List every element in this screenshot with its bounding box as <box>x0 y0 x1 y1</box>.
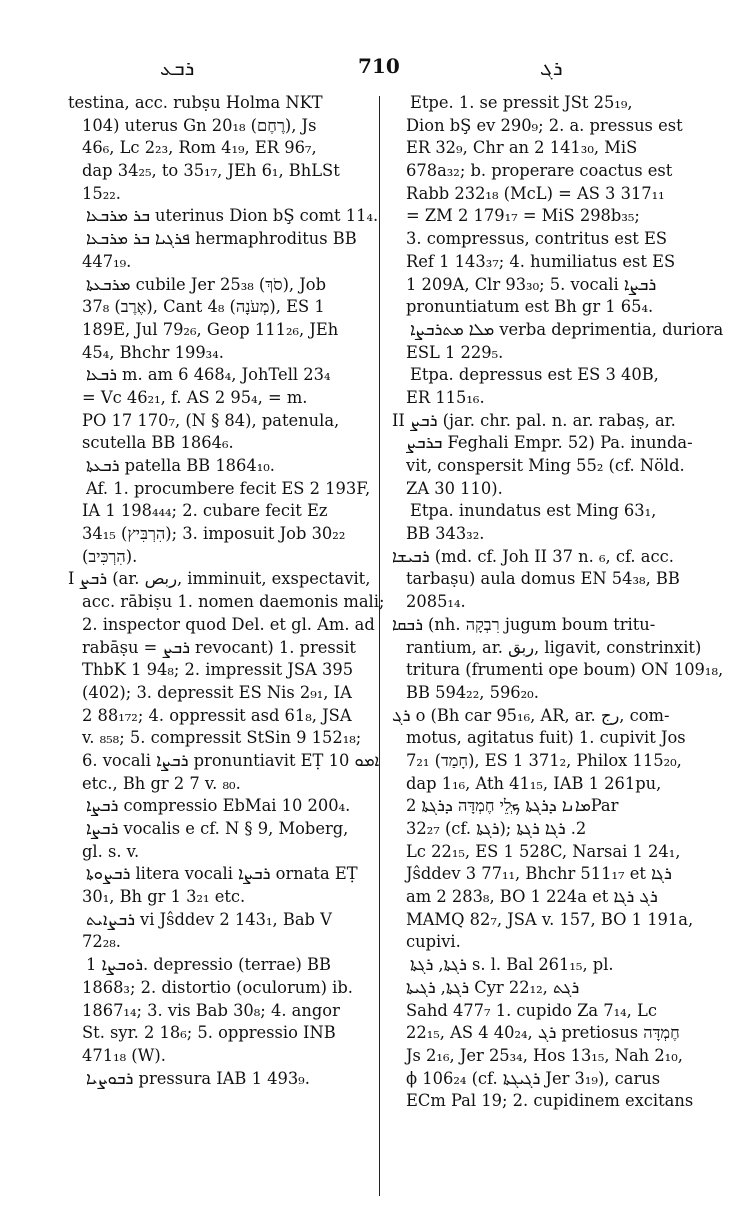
entry-line: = ZM 2 179₁₇ = MiS 298b₃₅; <box>406 206 640 226</box>
entry-line: testina, acc. rubṣu Holma NKT <box>68 93 323 112</box>
page-number: 710 <box>358 54 400 78</box>
page-header <box>70 54 710 84</box>
entry-line: ܪܒܩܐ (nh. רִבְקָה jugum boum tritu- <box>392 614 656 634</box>
entry-line: ϕ 106₂₄ (cf. ܪܓܝܓܬܐ Jer 3₁₉), carus <box>406 1068 661 1088</box>
entry-line: ܦܪܓܝܐ ܒܪ ܡܪܒܥܐ hermaphroditus BB <box>86 229 357 249</box>
entry-line: ܡܪܒܥܬܐ cubile Jer 25₃₈ (סֹךְ), Job <box>86 274 327 294</box>
entry-line: 72₂₈. <box>82 932 121 952</box>
entry-line: ܪܒܥܬܐ patella BB 1864₁₀. <box>86 456 275 475</box>
entry-line: motus, agitatus fuit) 1. cupivit Jos <box>406 728 686 748</box>
entry-line: Etpa. depressus est ES 3 40B, <box>410 365 659 385</box>
entry-line: Lc 22₁₅, ES 1 528C, Narsai 1 24₁, <box>406 841 681 861</box>
entry-line: vit, conspersit Ming 55₂ (cf. Nöld. <box>406 456 685 475</box>
entry-line: ECm Pal 19; 2. cupidinem excitans <box>406 1091 694 1111</box>
entry-line: cupivi. <box>406 932 461 952</box>
entry-line: St. syr. 2 18₆; 5. oppressio INB <box>82 1023 336 1043</box>
entry-line: Js 2₁₆, Jer 25₃₄, Hos 13₁₅, Nah 2₁₀, <box>406 1045 683 1065</box>
entry-line: 7₂₁ (חָמַד), ES 1 371₂, Philox 115₂₀, <box>406 750 682 770</box>
entry-line: 2. inspector quod Del. et gl. Am. ad <box>82 614 375 634</box>
entry-line: ܪܒܘܨܝܐ pressura IAB 1 493₉. <box>86 1068 310 1088</box>
entry-line: 1868₃; 2. distortio (oculorum) ib. <box>82 977 353 997</box>
left-running-headword: ܪܒܥ <box>160 56 195 80</box>
entry-line: ESL 1 229₅. <box>406 342 504 362</box>
entry-line: II ܪܒܨ (jar. chr. pal. n. ar. rabaṣ, ar. <box>392 410 676 430</box>
entry-line: 45₄, Bhchr 199₃₄. <box>82 342 224 362</box>
entry-line: ܒܪܒܨ Feghali Empr. 52) Pa. inunda- <box>406 433 693 453</box>
entry-line: pronuntiatum est Bh gr 1 65₄. <box>406 297 654 317</box>
entry-line: PO 17 170₇, (N § 84), patenula, <box>82 410 340 430</box>
entry-line: gl. s. v. <box>82 841 140 861</box>
entry-line: Sahd 477₇ 1. cupido Za 7₁₄, Lc <box>406 1000 657 1020</box>
entry-line: Dion bŞ ev 290₉; 2. a. pressus est <box>406 115 683 135</box>
entry-line: tritura (frumenti ope boum) ON 109₁₈, <box>406 660 724 680</box>
entry-line: tarbaṣu) aula domus EN 54₃₈, BB <box>406 569 680 589</box>
column-divider <box>379 96 380 1196</box>
entry-line: IA 1 198₄₄₄; 2. cubare fecit Ez <box>82 501 328 521</box>
entry-line: Etpa. inundatus est Ming 63₁, <box>410 501 657 521</box>
entry-line: ܪܒܨܐܝܬ vi Jŝddev 2 143₁, Bab V <box>86 909 332 929</box>
entry-line: rantium, ar. ربق, ligavit, constrinxit) <box>406 637 702 657</box>
entry-line: 6. vocali ܪܒܨܐ pronuntiavit EṬ ܐܡܘ 10 <box>82 750 380 770</box>
entry-line: ER 115₁₆. <box>406 387 485 407</box>
entry-line: ThbK 1 94₈; 2. impressit JSA 395 <box>82 660 354 680</box>
entry-line: 104) uterus Gn 20₁₈ (רֶחֶם), Js <box>82 115 317 135</box>
entry-line: BB 343₃₂. <box>406 524 485 544</box>
entry-line: ER 32₉, Chr an 2 141₃₀, MiS <box>406 138 638 158</box>
entry-line: ܪܒܨܐ compressio EbMai 10 200₄. <box>86 796 351 816</box>
entry-line: 3. compressus, contritus est ES <box>406 229 668 249</box>
entry-line: 46₆, Lc 2₂₃, Rom 4₁₉, ER 96₇, <box>82 138 317 158</box>
entry-line: 37₈ (אֶרֶב), Cant 4₈ (מְעֹנָה), ES 1 <box>82 297 325 317</box>
entry-line: ܪܒܥܐ m. am 6 468₄, JohTell 23₄ <box>86 365 331 385</box>
entry-line: ܡܐܢܐ ܕܪܓܬܐ ܟְּלֵי חֶמְדָּה ܕܪܓܬܐ 2Par <box>406 796 619 816</box>
entry-line: ܒܪ ܡܪܒܥܐ uterinus Dion bŞ comt 11₄. <box>86 206 379 226</box>
entry-line: 471₁₈ (W). <box>82 1045 166 1065</box>
entry-line: ܪܒܨܘܬܐ litera vocali ܪܒܨܐ ornata EṬ <box>86 864 358 884</box>
entry-line: v. ₈₅₈; 5. compressit StSin 9 152₁₈; <box>82 728 362 748</box>
entry-line: ܪܒܝܫܐ (md. cf. Joh II 37 n. ₆, cf. acc. <box>392 546 674 566</box>
entry-line: dap 1₁₆, Ath 41₁₅, IAB 1 261pu, <box>406 773 662 793</box>
right-running-headword: ܪܓ <box>540 56 563 80</box>
entry-line: 2 88₁₇₂; 4. oppressit asd 61₈, JSA <box>82 705 352 725</box>
entry-line: (הִרְכִּיב). <box>82 546 138 566</box>
entry-line: ܪܓܬܐ, ܪܓܝܬܐ Cyr 22₁₂, ܪܓܬ <box>406 977 580 997</box>
entry-line: dap 34₂₅, to 35₁₇, JEh 6₁, BhLSt <box>82 161 340 181</box>
entry-line: 32₂₇ (cf. ܪܓܬܐ); 2. ܪܓܐ ܪܓܬܐ <box>406 819 587 838</box>
entry-line: 15₂₂. <box>82 183 121 203</box>
entry-line: ܪܓܬܐ, ܪܓܬܐ s. l. Bal 261₁₅, pl. <box>410 955 614 975</box>
entry-line: 1867₁₄; 3. vis Bab 30₈; 4. angor <box>82 1000 340 1020</box>
entry-line: Ref 1 143₃₇; 4. humiliatus est ES <box>406 251 676 271</box>
entry-line: Jŝddev 3 77₁₁, Bhchr 511₁₇ et ܪܓܐ <box>406 864 672 884</box>
entry-line: 678a₃₂; b. properare coactus est <box>406 161 673 181</box>
entry-line: scutella BB 1864₆. <box>82 433 234 453</box>
entry-line: 22₁₅, AS 4 40₂₄, ܪܓ pretiosus חֶמְדָּה <box>406 1023 680 1043</box>
entry-line: BB 594₂₂, 596₂₀. <box>406 682 539 702</box>
entry-line: 2085₁₄. <box>406 592 466 612</box>
entry-line: ܪܘܒܨܐ 1. depressio (terrae) BB <box>86 955 331 975</box>
entry-line: am 2 283₈, BO 1 224a et ܪܓ ܪܓܐ <box>406 887 658 907</box>
right-column <box>392 92 724 1113</box>
entry-line: 447₁₉. <box>82 251 132 271</box>
entry-line: ܪܓ o (Bh car 95₁₆, AR, ar. رج, com- <box>392 705 670 725</box>
entry-line: MAMQ 82₇, JSA v. 157, BO 1 191a, <box>406 909 694 929</box>
entry-line: 189E, Jul 79₂₆, Geop 111₂₆, JEh <box>82 319 339 339</box>
entry-line: (402); 3. depressit ES Nis 2₉₁, IA <box>82 682 352 702</box>
entry-line: Af. 1. procumbere fecit ES 2 193F, <box>86 478 371 498</box>
entry-line: ܡܠܐ ܡܬܪܒܨܐ verba deprimentia, duriora <box>410 319 724 339</box>
entry-line: 1 209A, Clr 93₃₀; 5. vocali ܪܒܨܐ <box>406 274 657 294</box>
entry-line: I ܪܒܨ (ar. ربص, imminuit, exspectavit, <box>68 569 371 589</box>
entry-line: Rabb 232₁₈ (McL) = AS 3 317₁₁ <box>406 183 665 203</box>
entry-line: 30₁, Bh gr 1 3₂₁ etc. <box>82 887 246 907</box>
entry-line: ZA 30 110). <box>406 478 503 498</box>
left-column <box>68 92 385 1090</box>
entry-line: rabāṣu = ܪܒܨ revocant) 1. pressit <box>82 637 356 657</box>
entry-line: acc. rābiṣu 1. nomen daemonis mali; <box>82 592 385 612</box>
entry-line: etc., Bh gr 2 7 v. ₈₀. <box>82 773 241 793</box>
entry-line: 34₁₅ (הִרְבִּיץ); 3. imposuit Job 30₂₂ <box>82 524 346 544</box>
entry-line: ܪܒܨܐ vocalis e cf. N § 9, Moberg, <box>86 819 349 838</box>
entry-line: = Vc 46₂₁, f. AS 2 95₄, = m. <box>82 387 308 407</box>
entry-line: Etpe. 1. se pressit JSt 25₁₉, <box>410 93 633 112</box>
